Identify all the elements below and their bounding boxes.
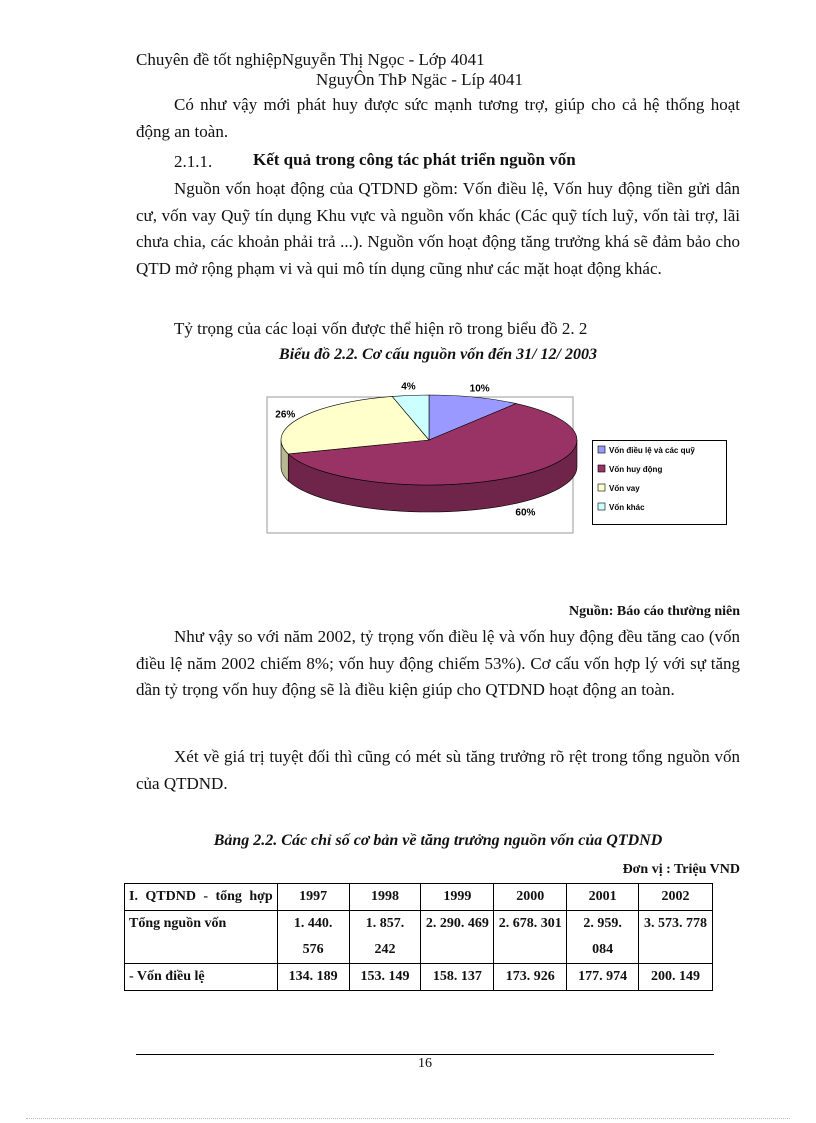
- value-cell: 1. 440. 576: [277, 911, 349, 964]
- year-cell: 1998: [349, 884, 421, 911]
- table-row: [125, 911, 713, 964]
- legend-swatch: [598, 503, 605, 510]
- table-unit: Đơn vị : Triệu VND: [622, 862, 740, 877]
- running-header-line2: NguyÔn ThÞ Ngäc - Líp 4041: [316, 70, 523, 89]
- paragraph-sources: Nguồn vốn hoạt động của QTDND gồm: Vốn điều lệ, Vốn huy động tiền gửi dân cư, vốn vay Quỹ tín dụng Khu vực và nguồn vốn khác (Các quỹ tích luỹ, vốn tài trợ, lãi chưa chia, các khoản phải trả ...). Nguồn vốn hoạt động tăng trưởng khá sẽ đảm bảo cho QTD mở rộng phạm vi và qui mô tín dụng cũng như các mặt hoạt động khác.: [136, 179, 740, 278]
- year-cell: 2000: [494, 884, 567, 911]
- value-cell: 2. 290. 469: [421, 911, 494, 964]
- page-bottom-edge: [26, 1118, 790, 1119]
- paragraph-absolute: Xét về giá trị tuyệt đối thì cũng có mét sù tăng trưởng rõ rệt trong tổng nguồn vốn của QTDND.: [136, 747, 740, 793]
- row-label: Tổng nguồn vốn: [125, 911, 278, 964]
- section-number: 2.1.1.: [174, 152, 213, 171]
- value-cell: 200. 149: [639, 964, 713, 991]
- legend-swatch: [598, 484, 605, 491]
- section-title: Kết quả trong công tác phát triển nguồn vốn: [253, 150, 576, 169]
- chart-caption: Biểu đồ 2.2. Cơ cấu nguồn vốn đến 31/ 12/ 2003: [279, 346, 597, 363]
- table-caption: Bảng 2.2. Các chỉ số cơ bản về tăng trưởng nguồn vốn của QTDND: [213, 832, 663, 849]
- row-label: - Vốn điều lệ: [125, 964, 278, 991]
- chart-source: Nguồn: Báo cáo thường niên: [569, 604, 740, 619]
- legend-label: Vốn huy động: [609, 465, 663, 474]
- legend-label: Vốn vay: [609, 484, 640, 493]
- legend-swatch: [598, 465, 605, 472]
- value-cell: 2. 959. 084: [567, 911, 639, 964]
- chart-legend: [592, 440, 728, 526]
- value-cell: 173. 926: [494, 964, 567, 991]
- value-cell: 1. 857. 242: [349, 911, 421, 964]
- value-cell: 134. 189: [277, 964, 349, 991]
- pie-data-label: 60%: [515, 507, 536, 519]
- legend-label: Vốn điều lệ và các quỹ: [609, 446, 695, 455]
- value-cell: 158. 137: [421, 964, 494, 991]
- intro-paragraph: Có như vậy mới phát huy được sức mạnh tương trợ, giúp cho cả hệ thống hoạt động an toàn.: [136, 95, 740, 141]
- value-cell: 3. 573. 778: [639, 911, 713, 964]
- growth-table: [124, 883, 713, 991]
- paragraph-ratio: Tỷ trọng của các loại vốn được thể hiện rõ trong biểu đồ 2. 2: [174, 319, 588, 338]
- pie-chart: [266, 381, 592, 548]
- legend-swatch: [598, 446, 605, 453]
- legend-label: Vốn khác: [609, 503, 645, 512]
- table-header-label: I. QTDND - tổng hợp: [125, 884, 278, 911]
- value-cell: 2. 678. 301: [494, 911, 567, 964]
- table-row: [125, 964, 713, 991]
- page-number: 16: [418, 1056, 432, 1071]
- year-cell: 1999: [421, 884, 494, 911]
- running-header-line1: Chuyên đề tốt nghiệpNguyễn Thị Ngọc - Lớp 4041: [136, 50, 485, 69]
- value-cell: 177. 974: [567, 964, 639, 991]
- year-cell: 2001: [567, 884, 639, 911]
- footer-divider: [136, 1054, 714, 1055]
- year-cell: 2002: [639, 884, 713, 911]
- pie-data-label: 26%: [275, 409, 296, 421]
- paragraph-compare: Như vậy so với năm 2002, tỷ trọng vốn điều lệ và vốn huy động đều tăng cao (vốn điều lệ năm 2002 chiếm 8%; vốn huy động chiếm 53%). Cơ cấu vốn hợp lý với sự tăng dần tỷ trọng vốn huy động sẽ là điều kiện giúp cho QTDND hoạt động an toàn.: [136, 627, 740, 699]
- table-header-row: [125, 884, 713, 911]
- pie-data-label: 4%: [401, 381, 416, 393]
- pie-data-label: 10%: [469, 383, 490, 395]
- value-cell: 153. 149: [349, 964, 421, 991]
- year-cell: 1997: [277, 884, 349, 911]
